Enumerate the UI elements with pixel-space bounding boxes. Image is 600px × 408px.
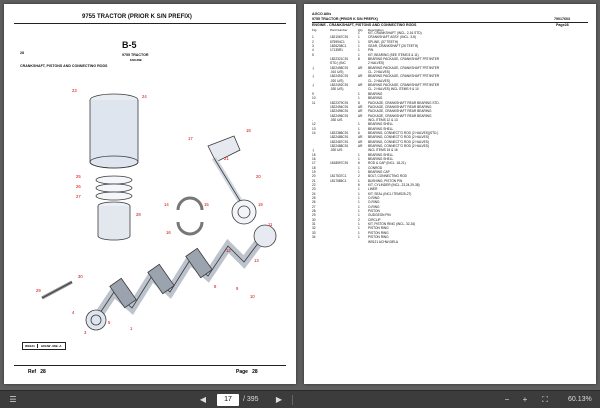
zoom-out-icon[interactable]: − [504,395,510,404]
description-cell: CL. 2 HALVES) [368,78,390,83]
qty-cell: 1 [358,52,360,57]
right-header-title: 9755 TRACTOR (PRIOR K S/N PREFIX) [312,17,378,21]
qty-cell: 1 [358,187,360,192]
fig-cell: 26 [312,200,316,205]
toolbar-separator [292,395,293,405]
svg-text:5: 5 [108,320,111,325]
footer-page-label: Page [236,369,248,375]
description-cell: INCL ITEMS 12 & 13 [368,117,398,122]
qty-cell: 2 [358,217,360,222]
figure-label-box [22,342,66,350]
page-number-input[interactable]: 17 [217,394,239,406]
description-cell: PACKAGE, CRANKSHAFT REAR BEARING STD. [368,100,440,105]
part-number-cell: 1822492C91 [330,83,349,88]
qty-cell: 1 [358,204,360,209]
fig-cell: 28 [312,209,316,214]
part-number-cell: 1817585C1 [330,178,347,183]
qty-cell: 1 [358,35,360,40]
qty-cell: 1 [358,178,360,183]
description-cell: BEARING PACKAGE, CRANKSHAFT FRT/INTER [368,83,440,88]
zoom-level[interactable]: 60.13% [568,396,592,403]
svg-text:10: 10 [250,294,255,299]
fig-cell: 21 [312,178,316,183]
col-header-fig: Fig. [312,28,318,32]
right-brand: AGCO Allis [312,12,332,16]
left-ref-number: 28 [20,51,24,55]
left-footer-ref [28,369,46,375]
left-header-title: 9755 TRACTOR (PRIOR K S/N PREFIX) [82,14,192,20]
part-number-cell: 1822379C91 [330,100,349,105]
description-cell: BEARING PACKAGE, CRANKSHAFT FRT/INTER [368,65,440,70]
svg-text:24: 24 [142,94,147,99]
viewer-toolbar [0,390,600,408]
description-cell: PISTON RING [368,230,389,235]
qty-cell: 1 [358,39,360,44]
figure-code: ACHW -089- A [40,344,62,348]
svg-text:16: 16 [166,230,171,235]
svg-text:11: 11 [268,222,273,227]
section-code: B-5 [122,40,137,50]
description-cell: CL. 2 HALVES) [368,70,390,75]
fig-cell: 17 [312,161,316,166]
part-number-cell [330,240,358,244]
description-cell: PACKAGE, CRANKSHAFT REAR BEARING [368,113,432,118]
qty-cell: 1 [358,222,360,227]
description-cell: GUDGEON PIN [368,213,391,218]
qty-cell: 8 [358,100,360,105]
fig-cell: 13 [312,126,316,131]
description-cell: LINER [368,187,378,192]
fig-cell: 18 [312,165,316,170]
qty-cell: AR [358,143,363,148]
fig-cell: 15 [312,152,316,157]
qty-cell: AR [358,104,363,109]
description-cell: KIT, CRANKSHAFT (INCL. 2-16 STD) [368,31,422,35]
col-header-part-number: Part Number [330,28,348,32]
fig-cell: 30 [312,217,316,222]
description-cell: KIT, CYLINDER (INCL. 23,24,29-38) [368,183,420,188]
svg-text:29: 29 [36,288,41,293]
description-cell: KIT, PISTON RING (INCL. 32-34) [368,222,416,227]
left-header-rule [14,23,286,24]
fig-cell: 10 [312,96,316,101]
left-subsection: ENGINE [130,58,142,62]
fig-cell: 25 [312,196,316,201]
left-page [4,4,296,384]
description-cell: BEARING SHELL [368,126,394,131]
qty-cell: 1 [358,165,360,170]
qty-cell: 8 [358,57,360,62]
fig-cell: -| [312,74,314,79]
fig-cell: 33 [312,230,316,235]
fig-cell: 24 [312,191,316,196]
description-cell: BEARING, CONNECT'G ROD (2 HALVES) [368,139,429,144]
svg-text:25: 25 [76,174,81,179]
svg-text:1: 1 [130,326,133,331]
parts-list-table [312,31,582,244]
qty-cell: 1 [358,44,360,49]
description-cell: BEARING SHELL [368,152,394,157]
part-number-cell: STD.) (INC [330,61,346,66]
part-number-cell: 1822488C91 [330,143,349,148]
qty-cell: 1 [358,122,360,127]
description-cell: CONROD [368,165,383,170]
footer-page-value: 28 [252,369,258,375]
fig-cell: 23 [312,187,316,192]
next-page-icon[interactable]: ▶ [275,395,283,404]
part-number-cell: 1822496C91 [330,113,349,118]
left-footer-page [236,369,258,375]
fig-cell: 11 [312,100,316,105]
description-cell: BOLT, CONNECTING ROD [368,174,407,179]
page-total: / 395 [243,396,259,403]
description-cell: BEARING SHELL [368,122,394,127]
fig-cell: - [312,117,314,122]
description-cell: O-RING [368,204,380,209]
svg-text:12: 12 [226,248,231,253]
description-cell: PACKAGE, CRANKSHAFT REAR BEARING [368,109,432,114]
description-cell: CIRCLIP [368,217,381,222]
right-page [304,4,596,384]
fig-cell: 27 [312,204,316,209]
part-number-cell: 17135R1 [330,48,343,53]
fig-cell: 2 [312,39,314,44]
qty-cell: AR [358,109,363,114]
left-caption: CRANKSHAFT, PISTONS AND CONNECTING RODS [20,64,108,68]
fig-cell: 3 [312,44,314,49]
svg-text:8: 8 [214,284,217,289]
svg-text:20: 20 [256,174,261,179]
fig-cell: 34 [312,235,316,240]
qty-cell: 1 [358,91,360,96]
svg-text:15: 15 [204,202,209,207]
svg-text:23: 23 [72,88,77,93]
part-number-cell: .030 U/S) [330,87,344,92]
svg-text:4: 4 [72,310,75,315]
part-number-cell: .030 U/S [330,148,343,153]
qty-cell: 2 [358,174,360,179]
left-footer-rule [14,365,286,366]
qty-cell: AR [358,135,363,140]
qty-cell: AR [358,139,363,144]
qty-cell: 1 [358,156,360,161]
qty-cell: 1 [358,191,360,196]
svg-text:14: 14 [164,202,169,207]
svg-text:19: 19 [258,202,263,207]
description-cell: 2 HALVES) [368,61,385,66]
previous-page-icon[interactable]: ◀ [199,395,207,404]
svg-text:26: 26 [76,184,81,189]
description-cell: KIT, BEARING (SEE ITEMS 8 & 11) [368,52,419,57]
qty-cell: 1 [358,213,360,218]
description-cell: BEARING [368,91,383,96]
description-cell: CL. 2 HALVES) INCL ITEMS 9 & 10 [368,87,419,92]
qty-cell: 1 [358,152,360,157]
part-number-cell: 1818597C91 [330,161,349,166]
qty-cell: 6 [358,161,360,166]
fig-cell: 4 [312,48,314,53]
part-number-cell: 1822485C91 [330,135,349,140]
exploded-parts-diagram [18,66,284,340]
fig-cell: 9 [312,91,314,96]
svg-text:28: 28 [136,212,141,217]
description-cell: BEARING, CONNECT'G ROD (2 HALVES)(STD.) [368,130,439,135]
description-cell: CRANKSHAFT ASSY. (INCL. 3-8) [368,35,416,40]
part-number-cell: 1822495C91 [330,109,349,114]
fig-cell: 29 [312,213,316,218]
qty-cell: AR [358,74,363,79]
fig-cell: 22 [312,183,316,188]
qty-cell: 1 [358,235,360,240]
description-cell: GEAR, CRANKSHAFT (26 TEETH) [368,44,419,49]
svg-text:27: 27 [76,194,81,199]
description-cell: O-RING [368,200,380,205]
description-cell: BEARING PACKAGE, CRANKSHAFT FRT/INTER [368,74,440,79]
description-cell: BEARING CAP [368,170,390,174]
svg-text:3: 3 [84,330,87,335]
sidebar-toggle-icon[interactable]: ☰ [9,395,17,404]
part-number-cell: .010 U/S) [330,70,344,75]
fig-cell: -| [312,148,314,153]
fig-cell: 5 [312,52,314,57]
footer-ref-label: Ref [28,369,37,375]
right-section-line: ENGINE - CRANKSHAFT, PISTONS AND CONNECTING RODS [312,23,417,27]
description-cell: PACKAGE, CRANKSHAFT REAR BEARING [368,104,432,109]
fig-cell [312,240,330,244]
qty-cell: 1 [358,226,360,231]
svg-text:9: 9 [236,286,239,291]
fit-page-icon[interactable]: ⛶ [542,395,548,404]
qty-cell: 1 [358,200,360,205]
description-cell: W9121 ACHW-089-A [368,239,399,244]
qty-cell: AR [358,113,363,118]
qty-cell: 1 [358,230,360,235]
description-cell: BEARING [368,96,383,101]
description-cell: O-RING [368,196,380,201]
fig-cell: 19 [312,170,316,174]
description-cell: BEARING SHELL [368,156,394,161]
qty-cell: 1 [358,209,360,214]
right-page-ref: Page28 [556,23,569,27]
part-number-cell: 1822386C91 [330,130,349,135]
qty-cell: 1 [358,48,360,53]
description-cell: PISTON [368,209,380,214]
qty-cell: 1 [358,126,360,131]
svg-text:13: 13 [254,258,259,263]
part-number-cell: 1826208C1 [330,44,347,49]
qty-cell [358,240,368,244]
fig-cell: -| [312,83,314,88]
description-cell: BEARING PACKAGE, CRANKSHAFT FRT/INTER [368,57,440,62]
description-cell: BEARING, CONNECT'G ROD (2 HALVES) [368,135,429,140]
right-doc-number: 79017603 [554,17,570,21]
qty-cell: 1 [358,196,360,201]
svg-text:17: 17 [188,136,193,141]
part-number-cell: 675994C1 [330,39,345,44]
description-cell: INCL ITEMS 15 & 16 [368,148,398,153]
fig-cell: 16 [312,156,316,161]
description-cell: PISTON RING [368,235,389,240]
qty-cell: 1 [358,31,360,35]
fig-cell: 32 [312,226,316,231]
part-number-cell: 1822498C91 [330,65,349,70]
table-row [312,240,582,244]
qty-cell: 1 [358,96,360,101]
part-number-cell: .030 U/S [330,117,343,122]
description-cell: PIN [368,48,374,53]
description-cell: ROD & CAP (INCL. 18-21) [368,161,406,166]
part-number-cell: 1817537C1 [330,174,347,179]
qty-cell: AR [358,83,363,88]
qty-cell: 6 [358,183,360,188]
part-number-cell: 1821067C91 [330,35,349,40]
fig-cell: 31 [312,222,316,227]
description-cell: SPLINE, (57 TEETH) [368,39,399,44]
svg-text:30: 30 [78,274,83,279]
fig-cell: -| [312,65,314,70]
part-number-cell: .020 U/S) [330,78,344,83]
figure-ref: W9121 [23,344,38,348]
footer-ref-value: 28 [40,369,46,375]
svg-text:18: 18 [246,128,251,133]
col-header-qty: Qty [358,28,363,32]
qty-cell: AR [358,65,363,70]
col-header-description: Description [368,28,384,32]
fig-cell: 1 [312,35,314,40]
qty-cell: 1 [358,170,360,174]
svg-text:21: 21 [224,156,229,161]
zoom-in-icon[interactable]: + [522,395,528,404]
qty-cell: 6 [358,130,360,135]
description-cell: KIT, SEAL (INCL ITEMS25-27) [368,191,412,196]
left-model: 9755 TRACTOR [122,53,149,57]
part-number-cell: 1822321C91 [330,57,349,62]
description-cell: PISTON RING [368,226,389,231]
part-number-cell: 1822491C91 [330,74,349,79]
fig-cell: 14 [312,130,316,135]
fig-cell: 20 [312,174,316,179]
part-number-cell: 1822487C91 [330,139,349,144]
description-cell: BEARING, CONNECT'G ROD (2 HALVES) [368,143,429,148]
fig-cell: 12 [312,122,316,127]
description-cell: BUSHING, PISTON PIN [368,178,403,183]
part-number-cell: 1822494C91 [330,104,349,109]
